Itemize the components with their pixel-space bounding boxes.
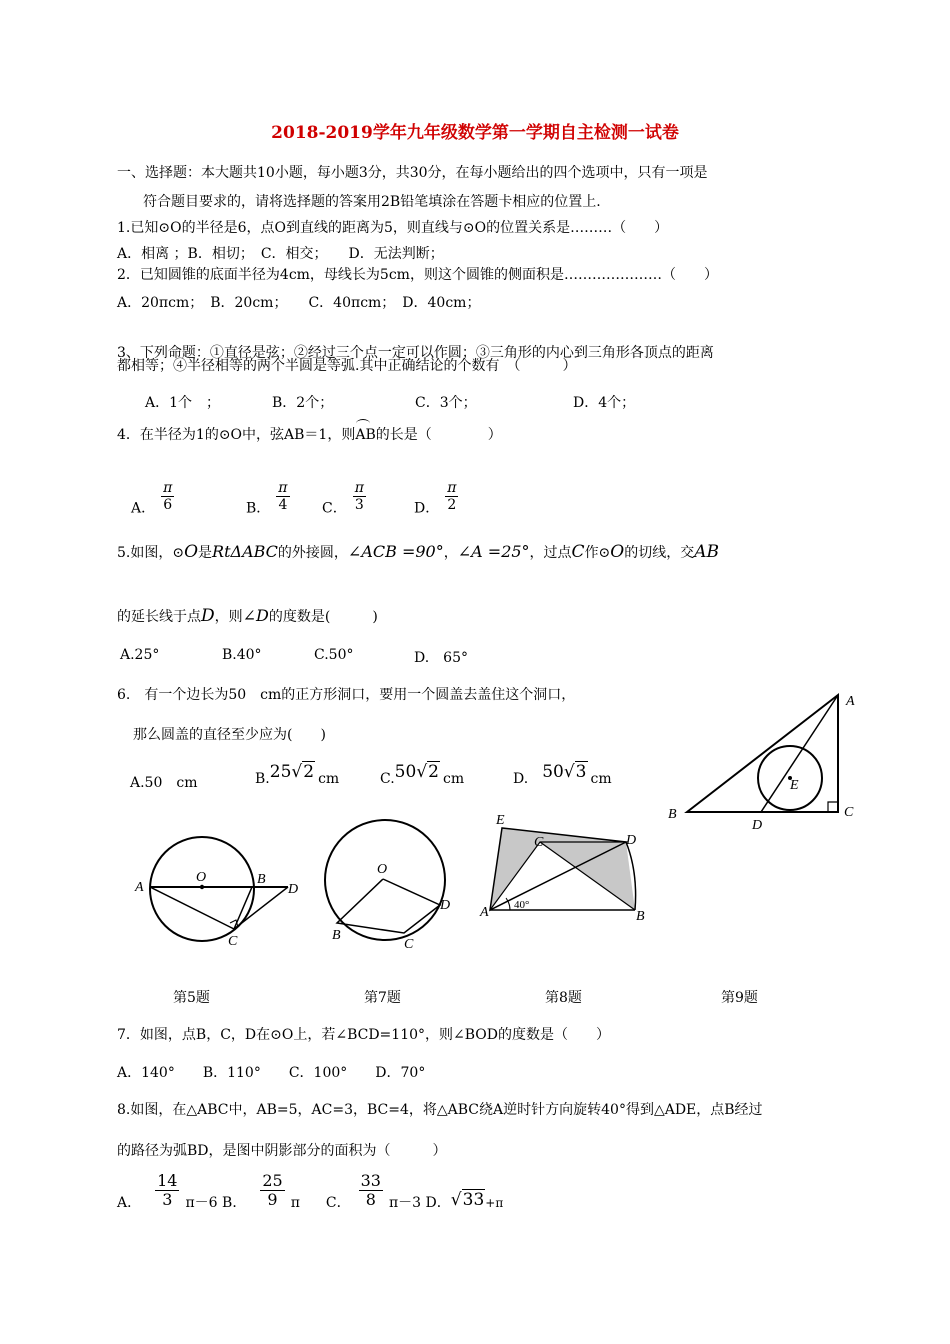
f9-label-e: E (790, 778, 799, 793)
q5-stem-line1: 5.如图，⊙O是RtΔABC的外接圆，∠ACB =90°，∠A =25°，过点C作⊙O的切线，交AB (117, 542, 720, 562)
q4-arc-ab: AB (355, 425, 375, 443)
q4-stem-b: 的长是（ ） (375, 427, 502, 443)
q1-stem: 1.已知⊙O的半径是6，点O到直线的距离为5，则直线与⊙O的位置关系是………（ ） (117, 220, 669, 236)
f7-label-b: B (332, 928, 341, 943)
f5-label-c: C (228, 934, 238, 949)
q1-options: A．相离 ；B．相切； C．相交； D．无法判断； (117, 246, 444, 262)
q6-option-b: B.25√2 cm (255, 762, 340, 787)
figure-5 (130, 835, 320, 960)
f5-label-d: D (288, 882, 299, 897)
f8-label-e: E (496, 813, 505, 828)
f9-label-c: C (844, 805, 854, 820)
q8-options: A． $\frac{14}{3}$ π－6 B． $\frac{25}{9}$ π C． $\frac{33}{8}$ π－3 D．√33+π (117, 1171, 504, 1211)
f7-label-c: C (404, 937, 414, 952)
caption-fig9: 第9题 (721, 990, 758, 1006)
q6-line1: 6. 有一个边长为50 cm的正方形洞口，要用一个圆盖去盖住这个洞口， (117, 687, 576, 703)
section-instruction-line2: 符合题目要求的，请将选择题的答案用2B铅笔填涂在答题卡相应的位置上. (143, 194, 601, 210)
q3-line1: 3、下列命题：①直径是弦；②经过三个点一定可以作圆；③三角形的内心到三角形各顶点的距离 (117, 345, 714, 361)
q3-option-c: C．3个； (415, 395, 477, 411)
q5-option-a: A.25° (120, 647, 160, 663)
q4-option-d: D． $\frac{\pi}{2}$ (414, 480, 457, 517)
f7-label-d: D (440, 898, 451, 913)
q6-option-d: D. 50√3 cm (513, 762, 612, 787)
f7-label-o: O (377, 862, 388, 877)
f9-label-b: B (668, 807, 677, 822)
f5-label-a: A (135, 880, 144, 895)
q5-stem-line2: 的延长线于点D，则∠D的度数是( ) (117, 606, 378, 626)
q2-stem: 2．已知圆锥的底面半径为4cm，母线长为5cm，则这个圆锥的侧面积是…………………（ ） (117, 267, 718, 283)
f8-label-d: D (626, 833, 637, 848)
q5-option-b: B.40° (222, 647, 262, 663)
q5-option-d: D. 65° (414, 650, 468, 666)
f9-label-d: D (752, 818, 763, 833)
f5-label-b: B (257, 872, 266, 887)
f8-angle: 40° (514, 899, 530, 911)
q8-line1: 8.如图，在△ABC中，AB=5，AC=3，BC=4，将△ABC绕A逆时针方向旋转40°得到△ADE，点B经过 (117, 1102, 763, 1118)
f8-label-c: C (534, 835, 544, 850)
q6-option-a: A.50 cm (130, 775, 198, 791)
q4-option-a: A． $\frac{\pi}{6}$ (131, 480, 173, 517)
q6-line2: 那么圆盖的直径至少应为( ) (133, 727, 326, 743)
section-instruction-line1: 一、选择题：本大题共10小题，每小题3分，共30分，在每小题给出的四个选项中，只有一项是 (117, 165, 708, 181)
f8-label-b: B (636, 909, 645, 924)
q4-option-c: C． $\frac{\pi}{3}$ (322, 480, 364, 517)
caption-fig8: 第8题 (545, 990, 582, 1006)
figure-7 (320, 815, 470, 955)
f5-label-o: O (196, 870, 207, 885)
q7-stem: 7．如图，点B，C，D在⊙O上，若∠BCD=110°，则∠BOD的度数是（ ） (117, 1027, 610, 1043)
q6-option-c: C.50√2 cm (380, 762, 465, 787)
arc-mark (356, 419, 370, 428)
figure-8 (480, 812, 655, 927)
q3-line2: 都相等；④半径相等的两个半圆是等弧.其中正确结论的个数有 （ ） (117, 358, 577, 374)
q3-option-b: B．2个； (272, 395, 334, 411)
q2-options: A．20πcm； B．20cm； C．40πcm； D．40cm； (117, 295, 481, 311)
figure-9 (660, 685, 870, 835)
f9-label-a: A (846, 694, 855, 709)
q7-options: A．140° B．110° C．100° D．70° (117, 1065, 426, 1081)
page-title: 2018-2019学年九年级数学第一学期自主检测一试卷 (271, 123, 679, 143)
q5-option-c: C.50° (314, 647, 354, 663)
q4-option-b: B． $\frac{\pi}{4}$ (246, 480, 288, 517)
f8-label-a: A (480, 905, 489, 920)
caption-fig5: 第5题 (173, 990, 210, 1006)
q3-option-d: D．4个； (573, 395, 636, 411)
q8-line2: 的路径为弧BD，是图中阴影部分的面积为（ ） (117, 1143, 447, 1159)
q4-stem (117, 424, 502, 444)
q4-stem-a: 4．在半径为1的⊙O中，弦AB＝1，则 (117, 427, 356, 443)
caption-fig7: 第7题 (364, 990, 401, 1006)
q3-option-a: A．1个 ； (145, 395, 221, 411)
